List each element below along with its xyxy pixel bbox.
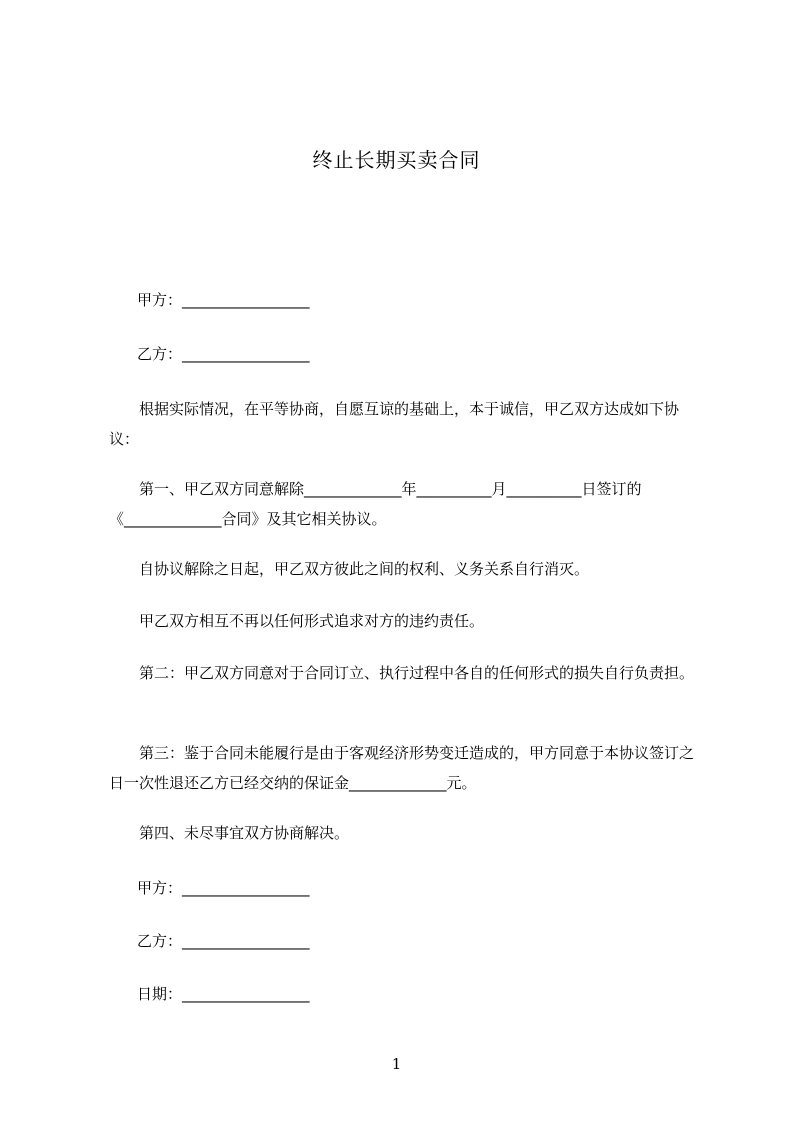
clause-2-paragraph: 第二：甲乙双方同意对于合同订立、执行过程中各自的任何形式的损失自行负责担。 xyxy=(139,664,695,682)
party-a-field: 甲方：_________________ xyxy=(137,291,310,309)
clause-1-note-a: 自协议解除之日起，甲乙双方彼此之间的权利、义务关系自行消灭。 xyxy=(139,560,590,578)
signature-party-a: 甲方：_________________ xyxy=(137,879,310,897)
clause-4-paragraph: 第四、未尽事宜双方协商解决。 xyxy=(139,824,350,842)
document-title: 终止长期买卖合同 xyxy=(312,148,481,172)
signature-date: 日期：_________________ xyxy=(137,985,310,1003)
clause-1-paragraph: 第一、甲乙双方同意解除_____________年__________月__________日签订的《_____________合同》及其它相关协议。 xyxy=(109,480,642,528)
signature-party-b: 乙方：_________________ xyxy=(137,932,310,950)
clause-1-note-b: 甲乙双方相互不再以任何形式追求对方的违约责任。 xyxy=(139,612,485,630)
page-number: 1 xyxy=(391,1055,402,1073)
preamble-paragraph: 根据实际情况，在平等协商，自愿互谅的基础上，本于诚信，甲乙双方达成如下协议： xyxy=(109,400,680,448)
party-b-field: 乙方：_________________ xyxy=(137,345,310,363)
clause-3-paragraph: 第三：鉴于合同未能履行是由于客观经济形势变迁造成的，甲方同意于本协议签订之日一次性退还乙方已经交纳的保证金_____________元。 xyxy=(109,744,695,792)
